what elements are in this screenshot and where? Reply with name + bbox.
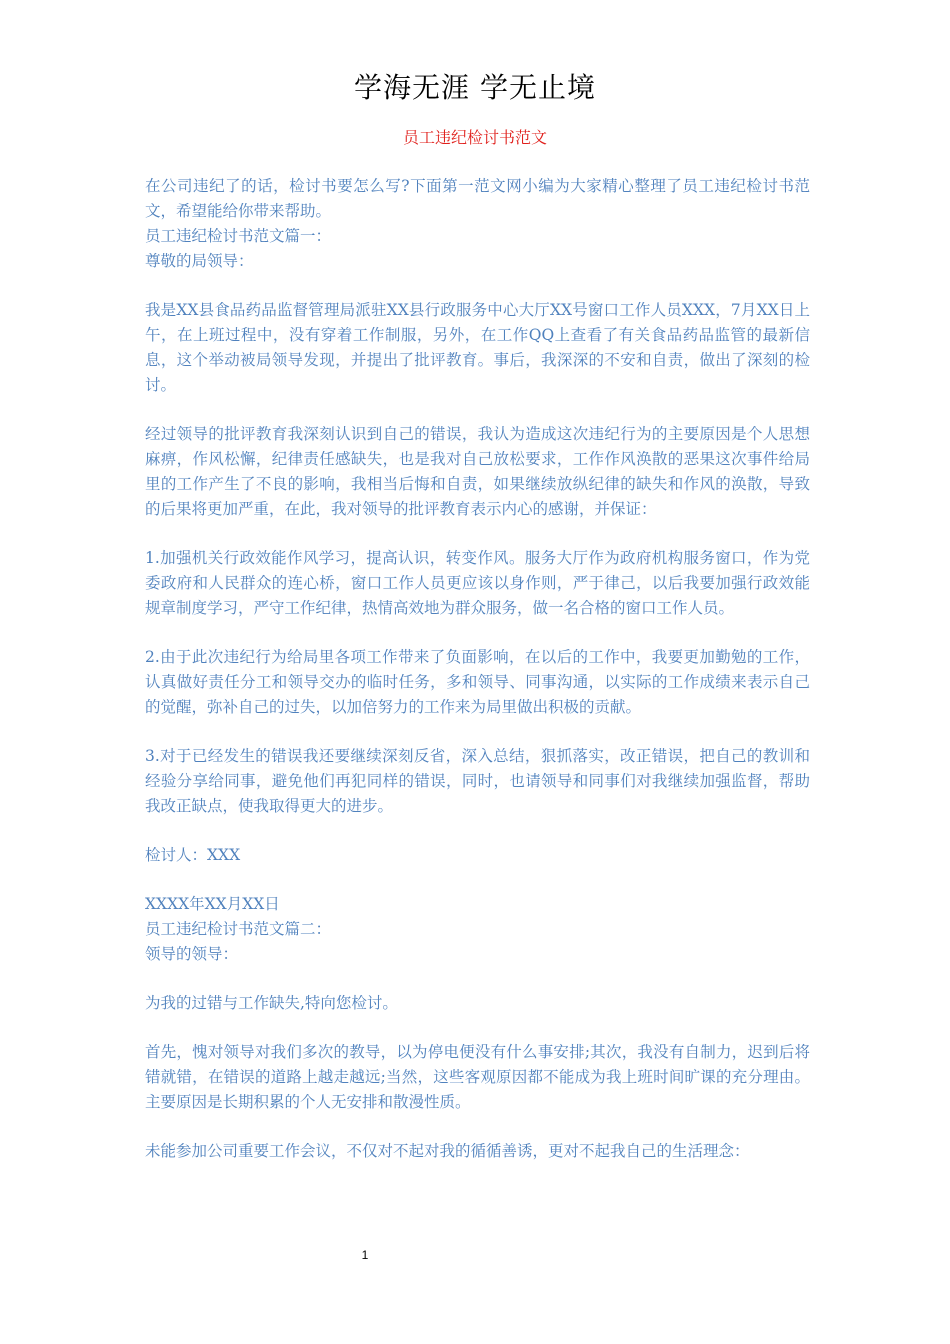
paragraph-point-2: 2.由于此次违纪行为给局里各项工作带来了负面影响，在以后的工作中，我要更加勤勉的工作，认真做好责任分工和领导交办的临时任务，多和领导、同事沟通，以实际的工作成绩来表示自己的觉醒，弥补自己的过失，以加倍努力的工作来为局里做出积极的贡献。 (145, 648, 810, 716)
salutation-2: 领导的领导： (145, 945, 239, 963)
paragraph-meeting: 未能参加公司重要工作会议，不仅对不起对我的循循善诱，更对不起我自己的生活理念： (145, 1142, 750, 1160)
section-heading-1: 员工违纪检讨书范文篇一： (145, 227, 332, 245)
section-heading-2: 员工违纪检讨书范文篇二： (145, 920, 332, 938)
paragraph-apology: 为我的过错与工作缺失,特向您检讨。 (145, 994, 398, 1012)
document-title: 员工违纪检讨书范文 (402, 128, 547, 147)
page-number: 1 (361, 1248, 369, 1262)
intro-paragraph: 在公司违纪了的话，检讨书要怎么写?下面第一范文网小编为大家精心整理了员工违纪检讨书范文，希望能给你带来帮助。 (145, 177, 810, 220)
salutation-1: 尊敬的局领导： (145, 252, 254, 270)
paragraph-point-3: 3.对于已经发生的错误我还要继续深刻反省，深入总结，狠抓落实，改正错误，把自己的教训和经验分享给同事，避免他们再犯同样的错误，同时，也请领导和同事们对我继续加强监督，帮助我改正缺点，使我取得更大的进步。 (145, 747, 810, 815)
signature: 检讨人：XXX (145, 846, 241, 864)
paragraph-point-1: 1.加强机关行政效能作风学习，提高认识，转变作风。服务大厅作为政府机构服务窗口，作为党委政府和人民群众的连心桥，窗口工作人员更应该以身作则，严于律己，以后我要加强行政效能规章制度学习，严守工作纪律，热情高效地为群众服务，做一名合格的窗口工作人员。 (145, 549, 810, 617)
paragraph-incident: 我是XX县食品药品监督管理局派驻XX县行政服务中心大厅XX号窗口工作人员XXX，7月XX日上午，在上班过程中，没有穿着工作制服，另外，在工作QQ上查看了有关食品药品监管的最新信息，这个举动被局领导发现，并提出了批评教育。事后，我深深的不安和自责，做出了深刻的检讨。 (145, 301, 810, 394)
date-line: XXXX年XX月XX日 (145, 895, 280, 913)
paragraph-reflection: 经过领导的批评教育我深刻认识到自己的错误，我认为造成这次违纪行为的主要原因是个人思想麻痹，作风松懈，纪律责任感缺失，也是我对自己放松要求，工作作风涣散的恶果这次事件给局里的工作产生了不良的影响，我相当后悔和自责，如果继续放纵纪律的缺失和作风的涣散，导致的后果将更加严重，在此，我对领导的批评教育表示内心的感谢，并保证： (145, 425, 810, 518)
paragraph-reasons: 首先，愧对领导对我们多次的教导，以为停电便没有什么事安排;其次，我没有自制力，迟到后将错就错，在错误的道路上越走越远;当然，这些客观原因都不能成为我上班时间旷课的充分理由。主要原因是长期积累的个人无安排和散漫性质。 (145, 1043, 810, 1111)
document-body (145, 174, 810, 1164)
page-header: 学海无涯 学无止境 (354, 71, 596, 104)
